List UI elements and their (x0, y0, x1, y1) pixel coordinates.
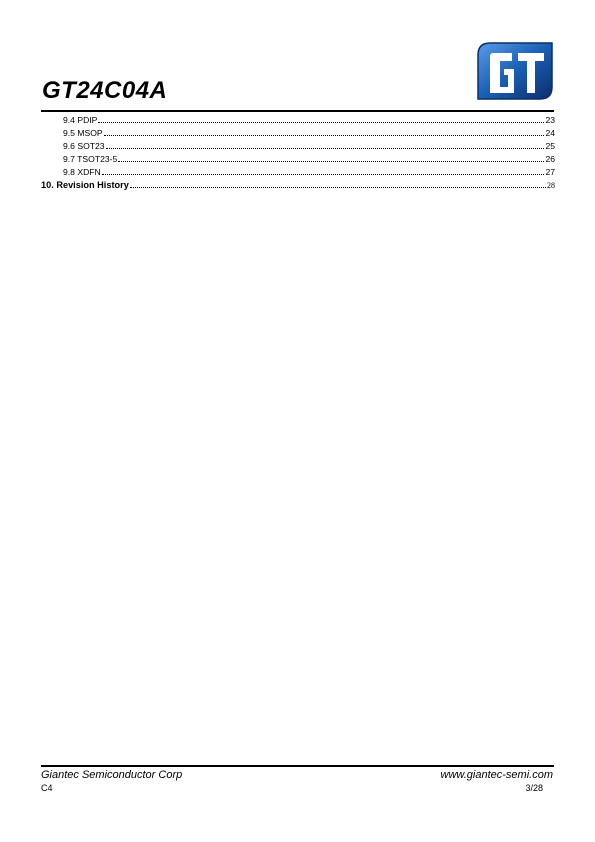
document-title: GT24C04A (42, 77, 168, 104)
toc-entry-page: 27 (545, 167, 555, 177)
toc-entry-9-5[interactable] (41, 127, 555, 140)
toc-entry-9-8[interactable] (41, 166, 555, 179)
toc-dot-leader (104, 127, 545, 136)
footer-company: Giantec Semiconductor Corp (41, 769, 183, 781)
toc-entry-page: 25 (545, 141, 555, 151)
toc-dot-leader (118, 153, 544, 162)
toc-dot-leader (102, 166, 545, 175)
toc-entry-9-4[interactable] (41, 114, 555, 127)
toc-entry-page: 28 (547, 181, 555, 190)
header-divider (41, 110, 554, 112)
toc-entry-page: 24 (545, 128, 555, 138)
toc-entry-label: 9.7 TSOT23-5 (63, 154, 118, 164)
footer-divider (41, 765, 554, 767)
toc-entry-label: 9.5 MSOP (63, 128, 103, 138)
toc-entry-label: 10. Revision History (41, 180, 129, 190)
giantec-logo-icon (476, 41, 554, 101)
toc-entry-10[interactable] (41, 179, 555, 192)
toc-entry-9-7[interactable] (41, 153, 555, 166)
footer-website: www.giantec-semi.com (440, 769, 553, 781)
table-of-contents (41, 114, 555, 192)
toc-entry-page: 26 (545, 154, 555, 164)
toc-entry-9-6[interactable] (41, 140, 555, 153)
toc-dot-leader (130, 179, 546, 188)
toc-dot-leader (106, 140, 545, 149)
toc-dot-leader (98, 114, 544, 123)
toc-entry-page: 23 (545, 115, 555, 125)
toc-entry-label: 9.4 PDIP (63, 115, 98, 125)
toc-entry-label: 9.8 XDFN (63, 167, 101, 177)
toc-entry-label: 9.6 SOT23 (63, 141, 105, 151)
footer-revision: C4 (41, 783, 53, 793)
footer-page-number: 3/28 (525, 783, 543, 793)
